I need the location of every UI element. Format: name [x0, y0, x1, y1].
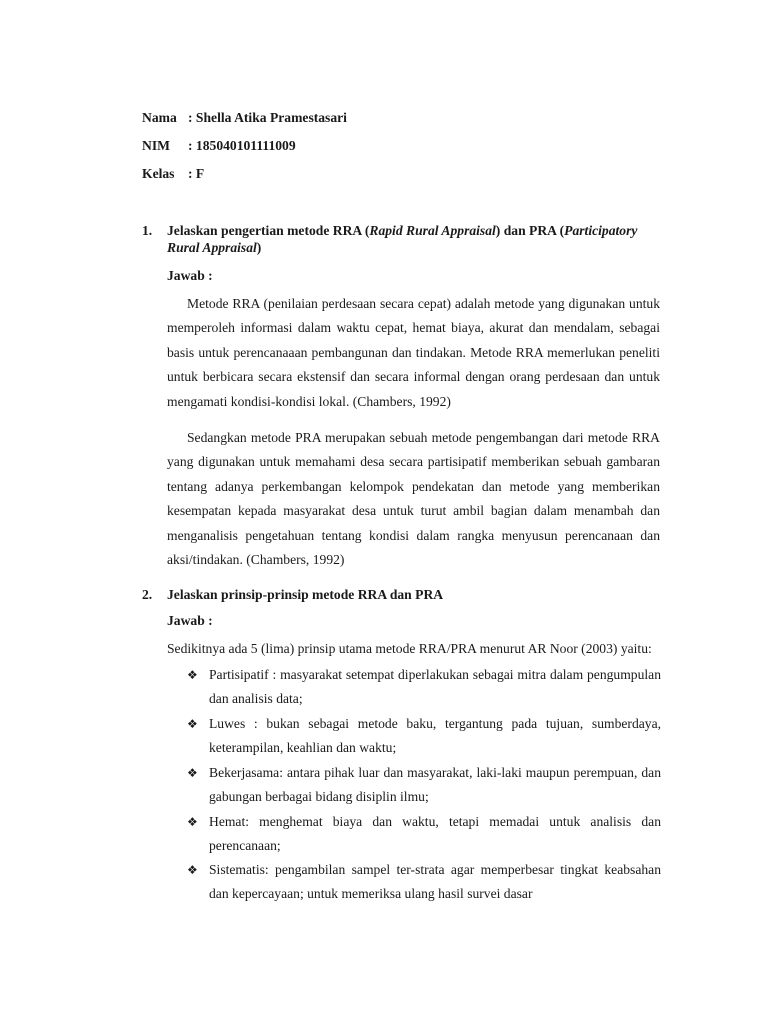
- diamond-bullet-icon: ❖: [187, 668, 198, 682]
- list-item-text: Partisipatif : masyarakat setempat diperlakukan sebagai mitra dalam pengumpulan dan analisis data;: [209, 667, 661, 707]
- answer-1-paragraph-2: [167, 426, 660, 572]
- answer-1-paragraph-1-text: Metode RRA (penilaian perdesaan secara cepat) adalah metode yang digunakan untuk memperoleh informasi dalam waktu cepat, hemat biaya, akurat dan mendalam, sebagai basis untuk perencanaaan pembangunan dan tindakan. Metode RRA memerlukan peneliti untuk berbicara secara ekstensif dan secara informal dengan orang perdesaan dan untuk mengamati kondisi-kondisi lokal. (Chambers, 1992): [167, 296, 660, 409]
- nama-value: : Shella Atika Pramestasari: [188, 110, 347, 125]
- list-item: [187, 712, 661, 761]
- answer-2-label: Jawab :: [167, 613, 213, 628]
- list-item: [187, 858, 661, 907]
- question-1-italic-pra: Participatory Rural Appraisal: [167, 223, 638, 255]
- list-item-text: Sistematis: pengambilan sampel ter-strata agar memperbesar tingkat keabsahan dan kepercayaan; untuk memeriksa ulang hasil survei dasar: [209, 862, 661, 902]
- nim-label: NIM: [142, 138, 170, 153]
- nim-row: [142, 138, 296, 154]
- kelas-row: [142, 166, 204, 182]
- question-1-text: [167, 222, 662, 256]
- kelas-value: : F: [188, 166, 205, 181]
- question-1: [142, 222, 662, 256]
- question-1-text-part: ): [256, 240, 262, 255]
- question-2-number: 2.: [142, 587, 153, 602]
- diamond-bullet-icon: ❖: [187, 766, 198, 780]
- list-item-text: Hemat: menghemat biaya dan waktu, tetapi memadai untuk analisis dan perencanaan;: [209, 814, 661, 854]
- answer-2-intro: Sedikitnya ada 5 (lima) prinsip utama metode RRA/PRA menurut AR Noor (2003) yaitu:: [167, 641, 652, 656]
- answer-1-label: Jawab :: [167, 268, 213, 283]
- list-item: [187, 810, 661, 859]
- question-2-text: Jelaskan prinsip-prinsip metode RRA dan PRA: [167, 587, 444, 602]
- question-1-number: 1.: [142, 223, 153, 238]
- list-item: [187, 761, 661, 810]
- nim-value: : 185040101111009: [188, 138, 296, 153]
- kelas-label: Kelas: [142, 166, 175, 181]
- question-1-italic-rra: Rapid Rural Appraisal: [369, 223, 496, 238]
- question-1-text-part: ) dan PRA (: [495, 223, 565, 238]
- answer-1-paragraph-2-text: Sedangkan metode PRA merupakan sebuah metode pengembangan dari metode RRA yang digunakan untuk memahami desa secara partisipatif memberikan sebuah gambaran tentang adanya perkembangan kelompok pendekatan dan metode yang memberikan kesempatan kepada masyarakat desa untuk turut ambil bagian dalam menambah dan menganalisis pengetahuan tentang kondisi dalam rangka menyusun perencanaan dan aksi/tindakan. (Chambers, 1992): [167, 430, 660, 568]
- diamond-bullet-icon: ❖: [187, 815, 198, 829]
- list-item: [187, 663, 661, 712]
- question-2: [142, 586, 662, 603]
- answer-1-paragraph-1: [167, 292, 660, 414]
- list-item-text: Luwes : bukan sebagai metode baku, tergantung pada tujuan, sumberdaya, keterampilan, keahlian dan waktu;: [209, 716, 661, 756]
- nama-row: [142, 110, 347, 126]
- diamond-bullet-icon: ❖: [187, 717, 198, 731]
- nama-label: Nama: [142, 110, 177, 125]
- list-item-text: Bekerjasama: antara pihak luar dan masyarakat, laki-laki maupun perempuan, dan gabungan berbagai bidang disiplin ilmu;: [209, 765, 661, 805]
- diamond-bullet-icon: ❖: [187, 863, 198, 877]
- question-1-text-part: Jelaskan pengertian metode RRA (: [167, 223, 370, 238]
